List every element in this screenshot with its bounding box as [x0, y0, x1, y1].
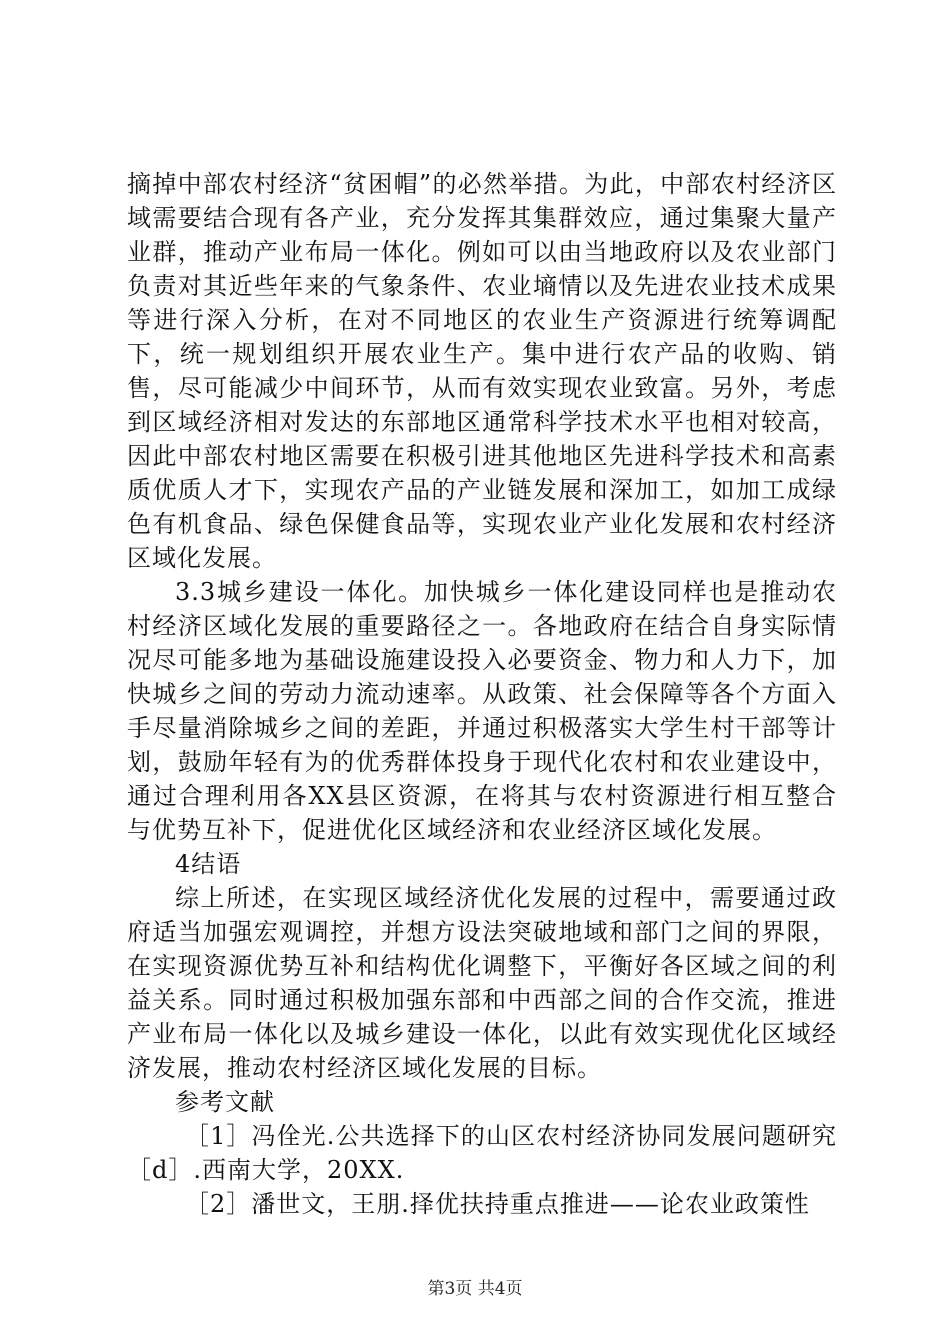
- heading-references: 参考文献: [175, 1088, 275, 1116]
- paragraph-continuation: 摘掉中部农村经济“贫困帽”的必然举措。为此，中部农村经济区域需要结合现有各产业，充分发挥其集群效应，通过集聚大量产业群，推动产业布局一体化。例如可以由当地政府以及农业部门负责对其近些年来的气象条件、农业墒情以及先进农业技术成果等进行深入分析，在对不同地区的农业生产资源进行统筹调配下，统一规划组织开展农业生产。集中进行农产品的收购、销售，尽可能减少中间环节，从而有效实现农业致富。另外，考虑到区域经济相对发达的东部地区通常科学技术水平也相对较高，因此中部农村地区需要在积极引进其他地区先进科学技术和高素质优质人才下，实现农产品的产业链发展和深加工，如加工成绿色有机食品、绿色保健食品等，实现农业产业化发展和农村经济区域化发展。: [127, 170, 837, 572]
- paragraph-conclusion: 综上所述，在实现区域经济优化发展的过程中，需要通过政府适当加强宏观调控，并想方设法突破地域和部门之间的界限，在实现资源优势互补和结构优化调整下，平衡好各区域之间的利益关系。同时通过积极加强东部和中西部之间的合作交流，推进产业布局一体化以及城乡建设一体化，以此有效实现优化区域经济发展，推动农村经济区域化发展的目标。: [127, 884, 837, 1082]
- paragraph-section-3-3: 3.3城乡建设一体化。加快城乡一体化建设同样也是推动农村经济区域化发展的重要路径之一。各地政府在结合自身实际情况尽可能多地为基础设施建设投入必要资金、物力和人力下，加快城乡之间的劳动力流动速率。从政策、社会保障等各个方面入手尽量消除城乡之间的差距，并通过积极落实大学生村干部等计划，鼓励年轻有为的优秀群体投身于现代化农村和农业建设中，通过合理利用各XX县区资源，在将其与农村资源进行相互整合与优势互补下，促进优化区域经济和农业经济区域化发展。: [127, 578, 837, 844]
- reference-item-2: ［2］潘世文，王朋.择优扶持重点推进——论农业政策性: [185, 1190, 810, 1218]
- page-number-footer: 第3页 共4页: [427, 1279, 523, 1299]
- body-text: [127, 167, 837, 1221]
- reference-item-1: ［1］冯佺光.公共选择下的山区农村经济协同发展问题研究［d］.西南大学，20XX.: [127, 1122, 837, 1184]
- heading-conclusion: 4结语: [175, 850, 242, 878]
